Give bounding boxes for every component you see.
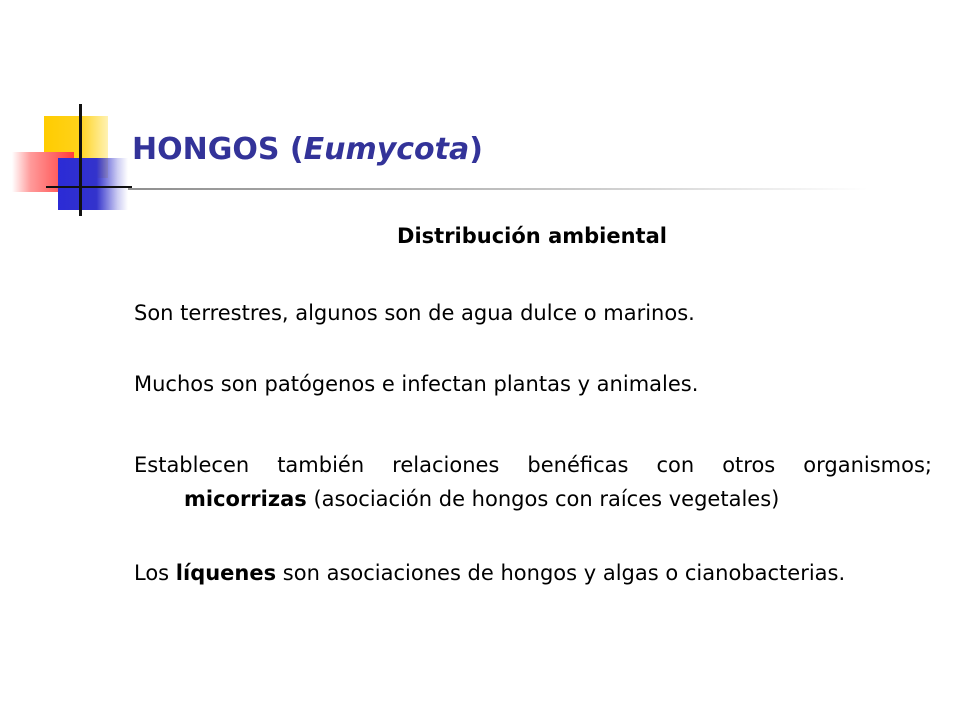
paragraph-pathogens: Muchos son patógenos e infectan plantas y animales.: [134, 372, 699, 396]
relations-line-1: Establecen también relaciones benéficas con otros organismos;: [134, 453, 932, 477]
slide-title: HONGOS (Eumycota): [132, 132, 483, 167]
title-decoration: [0, 0, 140, 220]
title-italic: Eumycota: [303, 132, 470, 167]
paragraph-habitat: Son terrestres, algunos son de agua dulce o marinos.: [134, 301, 695, 325]
blue-square: [58, 158, 128, 210]
horizontal-line: [46, 186, 132, 188]
paragraph-relations: [134, 448, 932, 516]
vertical-line: [79, 104, 82, 216]
relations-line-2: micorrizas (asociación de hongos con raíces vegetales): [184, 487, 780, 511]
micorrizas-term: micorrizas: [184, 487, 307, 511]
title-underline: [128, 188, 868, 190]
section-subtitle: Distribución ambiental: [397, 224, 667, 248]
paragraph-lichens: Los líquenes son asociaciones de hongos y algas o cianobacterias.: [134, 561, 846, 585]
liquenes-term: líquenes: [175, 561, 277, 585]
